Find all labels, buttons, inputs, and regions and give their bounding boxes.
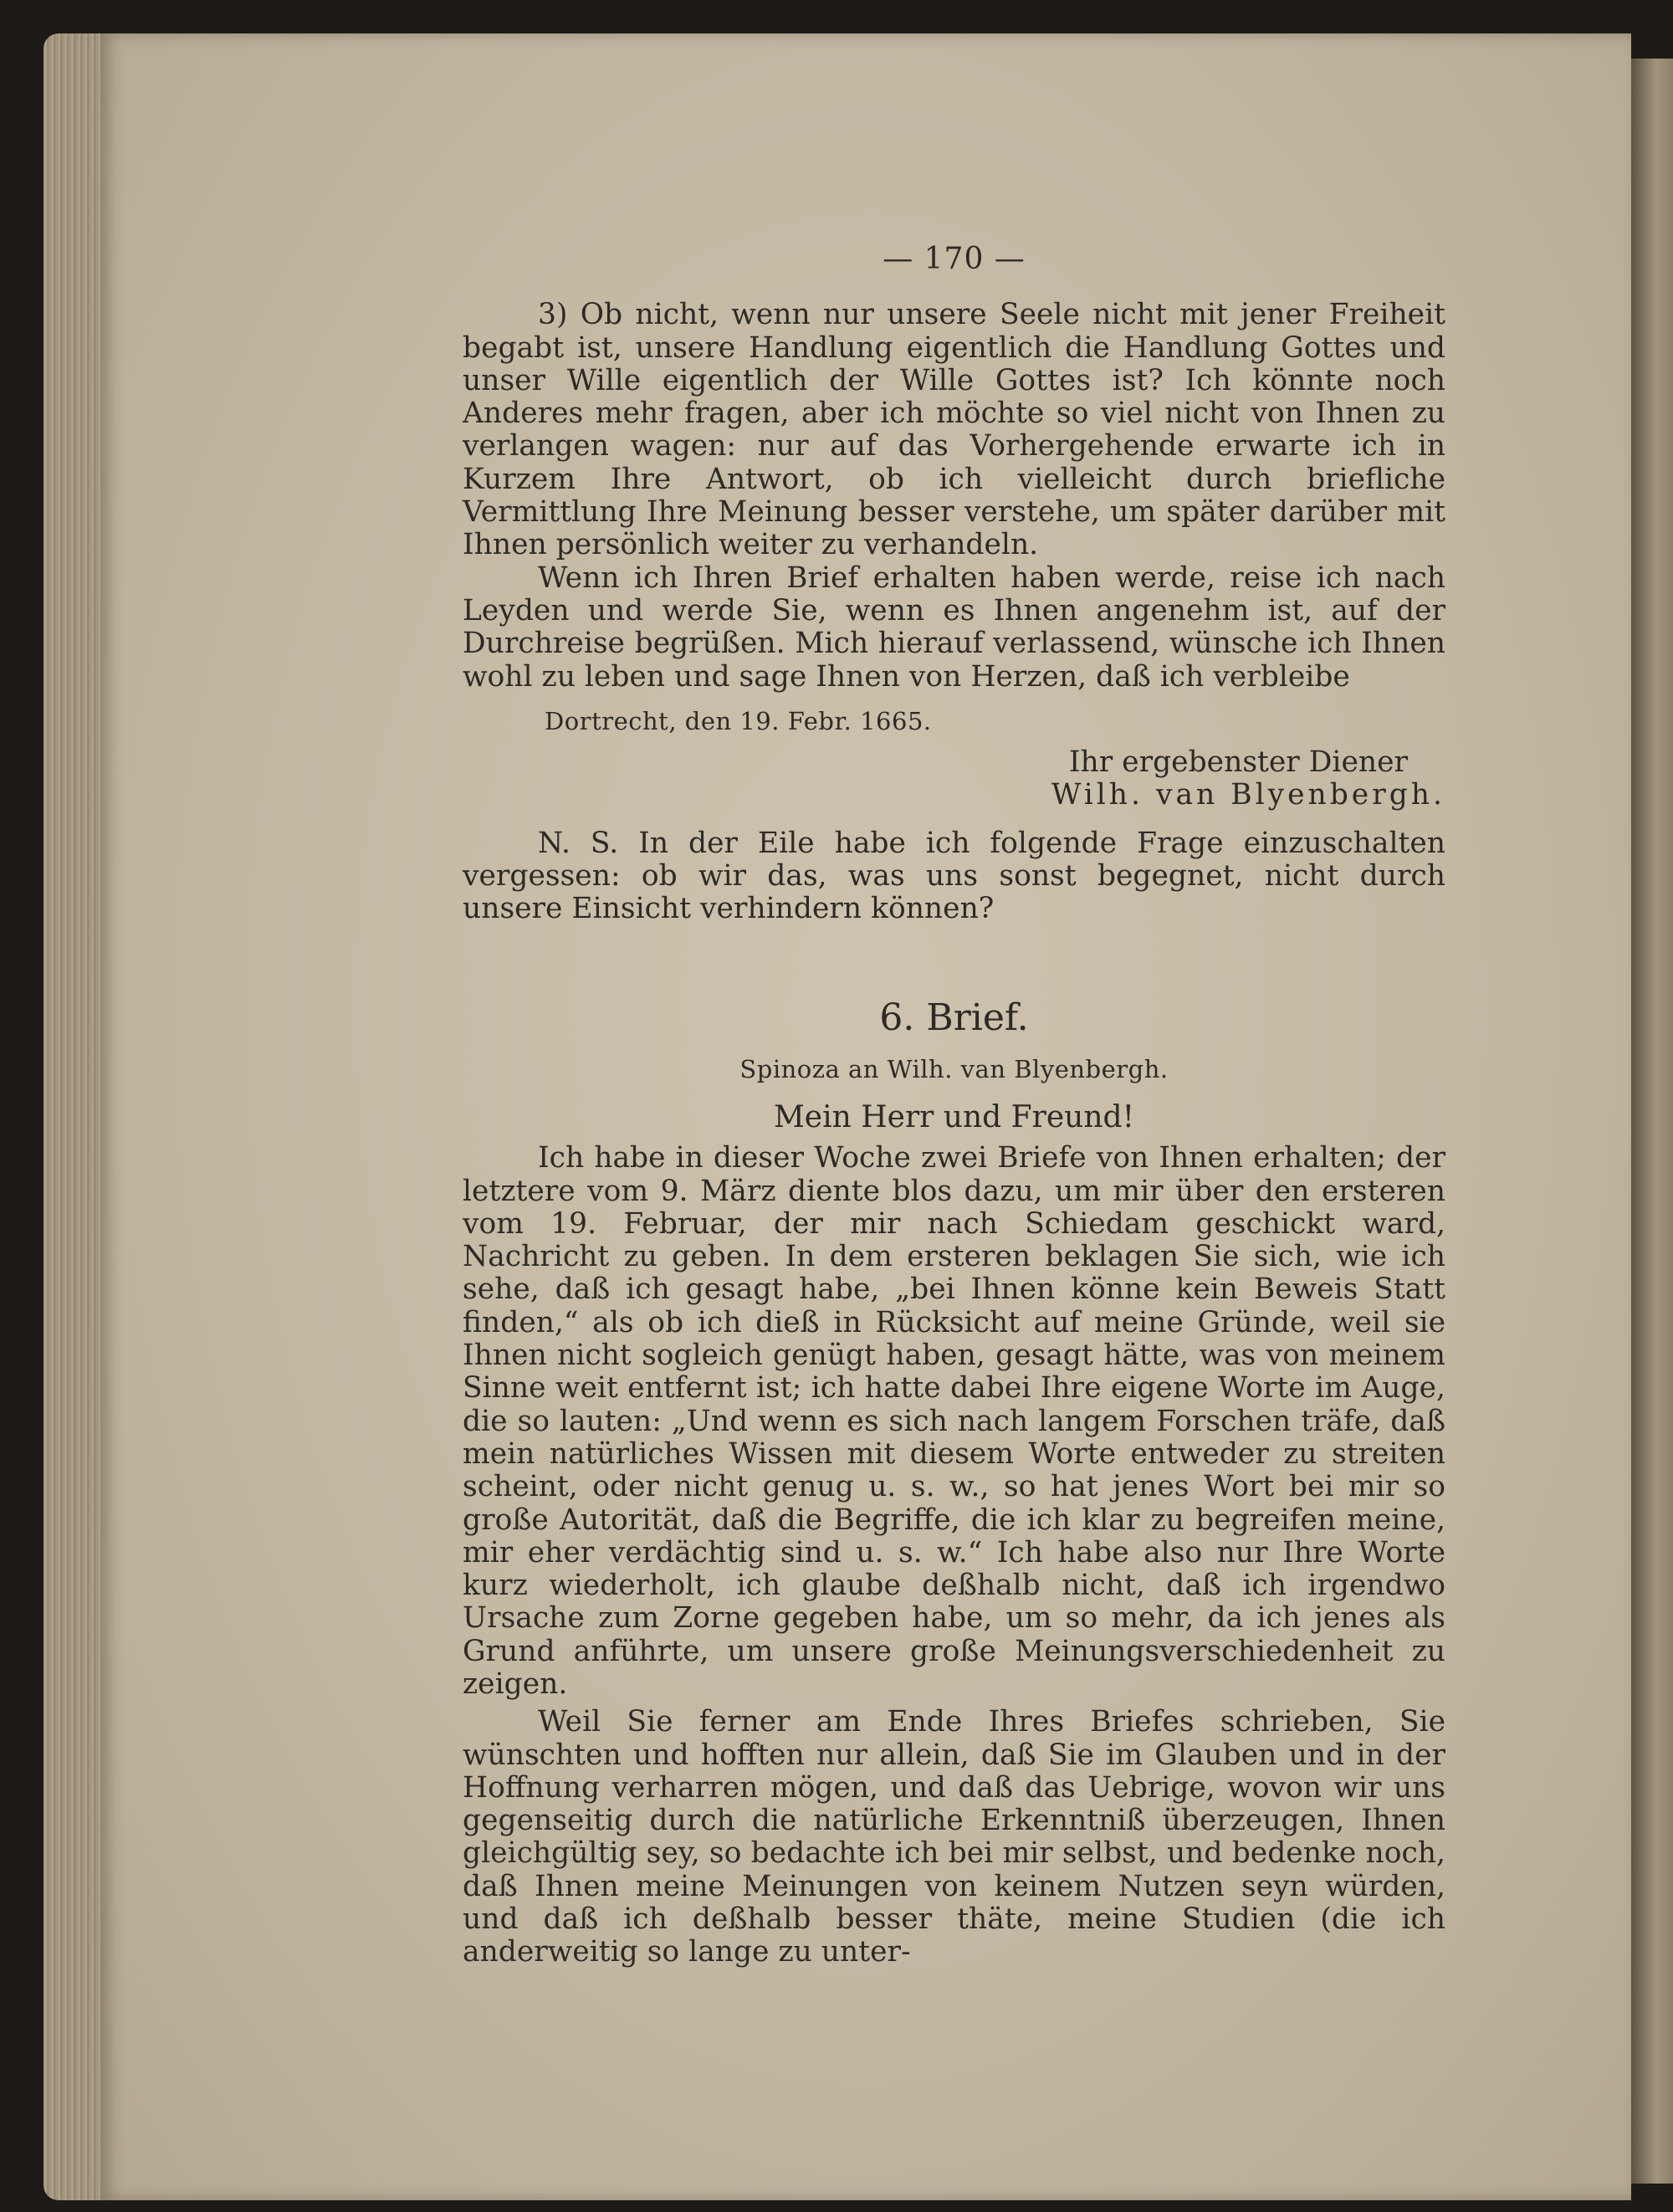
paragraph-question-3: 3) Ob nicht, wenn nur unsere Seele nicht mit jener Freiheit begabt ist, unsere Handlung eigentlich die Handlung Gottes und unser Wille eigentlich der Wille Gottes ist? Ich könnte noch Anderes mehr fragen, aber ich möchte so viel nicht von Ihnen zu verlangen wagen: nur auf das Vorhergehende erwarte ich in Kurzem Ihre Antwort, ob ich vielleicht durch briefliche Vermittlung Ihre Meinung besser verstehe, um später darüber mit Ihnen persönlich weiter zu verhandeln. — [463, 298, 1445, 562]
paragraph-letter-body-1: Ich habe in dieser Woche zwei Briefe von Ihnen erhalten; der letztere vom 9. März diente blos dazu, um mir über den ersteren vom 19. Februar, der mir nach Schiedam geschickt ward, Nachricht zu geben. In dem ersteren beklagen Sie sich, wie ich sehe, daß ich gesagt habe, „bei Ihnen könne kein Beweis Statt finden,“ als ob ich dieß in Rücksicht auf meine Gründe, weil sie Ihnen nicht sogleich genügt haben, gesagt hätte, was von meinem Sinne weit entfernt ist; ich hatte dabei Ihre eigene Worte im Auge, die so lauten: „Und wenn es sich nach langem Forschen träfe, daß mein natürliches Wissen mit diesem Worte entweder zu streiten scheint, oder nicht genug u. s. w., so hat jenes Wort bei mir so große Autorität, daß die Begriffe, die ich klar zu begreifen meine, mir eher verdächtig sind u. s. w.“ Ich habe also nur Ihre Worte kurz wiederholt, ich glaube deßhalb nicht, daß ich irgendwo Ursache zum Zorne gegeben habe, um so mehr, da ich jenes als Grund anführte, um unsere große Meinungsverschiedenheit zu zeigen. — [463, 1141, 1445, 1701]
closing-phrase: Ihr ergebenster Diener — [1068, 745, 1408, 780]
dateline: Dortrecht, den 19. Febr. 1665. — [545, 706, 932, 735]
salutation: Mein Herr und Freund! — [773, 1099, 1135, 1134]
letter-subtitle: Spinoza an Wilh. van Blyenbergh. — [739, 1054, 1169, 1083]
paragraph-travel: Wenn ich Ihren Brief erhalten haben werde, reise ich nach Leyden und werde Sie, wenn es Ihnen angenehm ist, auf der Durchreise begrüßen. Mich hierauf verlassend, wünsche ich Ihnen wohl zu leben und sage Ihnen von Herzen, daß ich verbleibe — [463, 561, 1445, 694]
signature: Wilh. van Blyenbergh. — [1051, 778, 1445, 812]
paragraph-letter-body-2: Weil Sie ferner am Ende Ihres Briefes schrieben, Sie wünschten und hofften nur allein, daß Sie im Glauben und in der Hoffnung verharren mögen, und daß das Uebrige, wovon wir uns gegenseitig durch die natürliche Erkenntniß überzeugen, Ihnen gleichgültig sey, so bedachte ich bei mir selbst, und bedenke noch, daß Ihnen meine Meinungen von keinem Nutzen seyn würden, und daß ich deßhalb besser thäte, meine Studien (die ich anderweitig so lange zu unter- — [463, 1705, 1445, 1969]
closing-block — [463, 746, 1445, 812]
postscript: N. S. In der Eile habe ich folgende Frage einzuschalten vergessen: ob wir das, was uns sonst begegnet, nicht durch unsere Einsicht verhindern können? — [463, 826, 1445, 926]
letter-title: 6. Brief. — [879, 996, 1029, 1039]
page-number: — 170 — — [883, 242, 1026, 276]
facing-page-edge — [1631, 59, 1673, 2184]
page-text — [463, 243, 1445, 1969]
